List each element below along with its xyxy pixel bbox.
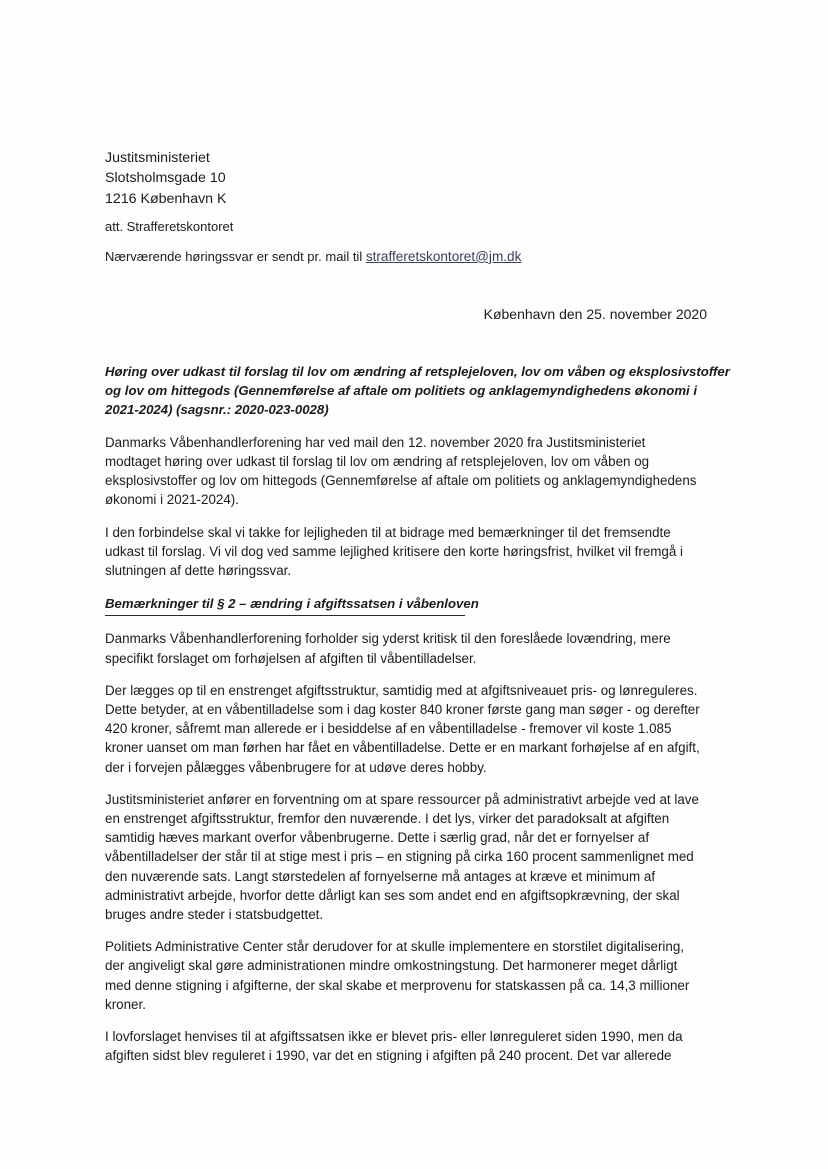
intro-paragraph <box>105 433 709 510</box>
paragraph-line: der i forvejen pålægges våbenbrugere for at udøve deres hobby. <box>105 759 487 775</box>
subject-line: og lov om hittegods (Gennemførelse af aftale om politiets og anklagemyndighedens økonomi i <box>105 383 698 399</box>
paragraph-line: våbentilladelser der står til at stige mest i pris – en stigning på cirka 160 procent sammenlignet med <box>105 849 694 865</box>
paragraph-line: I den forbindelse skal vi takke for lejligheden til at bidrage med bemærkninger til det fremsendte <box>105 524 671 540</box>
paragraph-line: administrativt arbejde, hvorfor dette dårligt kan ses som andet end en afgiftsopkrævning, der skal <box>105 887 680 903</box>
paragraph-line: med denne stigning i afgifterne, der skal skabe et merprovenu for statskassen på ca. 14,3 millioner <box>105 977 690 993</box>
paragraph-line: Justitsministeriet anfører en forventning om at spare ressourcer på administrativt arbejde ved at lave <box>105 791 699 807</box>
paragraph-line: specifikt forslaget om forhøjelsen af afgiften til våbentilladelser. <box>105 650 477 666</box>
letter-date: København den 25. november 2020 <box>483 305 707 322</box>
paragraph-line: modtaget høring over udkast til forslag til lov om ændring af retsplejeloven, lov om våben og <box>105 453 650 469</box>
paragraph-line: 420 kroner, såfremt man allerede er i besiddelse af en våbentilladelse - fremover vil koste 1.085 <box>105 721 672 737</box>
critical-paragraph <box>105 629 709 667</box>
paragraph-line: den nuværende sats. Langt størstedelen af fornyelserne må antages at kræve et minimum af <box>105 868 656 884</box>
structure-paragraph <box>105 681 709 777</box>
ministry-paragraph <box>105 790 709 924</box>
paragraph-line: Dette betyder, at en våbentilladelse som i dag koster 840 kroner første gang man søger - og derefter <box>105 702 700 718</box>
paragraph-line: slutningen af dette høringssvar. <box>105 563 292 578</box>
section-heading <box>105 594 709 616</box>
paragraph-line: eksplosivstoffer og lov om hittegods (Gennemførelse af aftale om politiets og anklagemyndighedens <box>105 473 697 489</box>
sent-note-text: Nærværende høringssvar er sendt pr. mail til <box>105 248 363 264</box>
recipient-street: Slotsholmsgade 10 <box>105 170 226 187</box>
proposal-paragraph <box>105 1027 709 1065</box>
paragraph-line: en enstrenget afgiftsstruktur, fremfor den nuværende. I det lys, virker det paradoksalt at afgiften <box>105 811 670 827</box>
paragraph-line: kroner uanset om man førhen har fået en våbentilladelse. Dette er en markant forhøjelse af en afgift, <box>105 740 700 756</box>
paragraph-line: afgiften sidst blev reguleret i 1990, var det en stigning i afgiften på 240 procent. Det var allerede <box>105 1048 672 1064</box>
recipient-address <box>105 148 709 209</box>
thanks-paragraph <box>105 523 709 581</box>
recipient-city: 1216 København K <box>105 190 227 207</box>
recipient-name: Justitsministeriet <box>105 150 210 166</box>
police-paragraph <box>105 937 709 1014</box>
paragraph-line: Danmarks Våbenhandlerforening forholder sig yderst kritisk til den foreslåede lovændring, mere <box>105 631 671 647</box>
paragraph-line: Politiets Administrative Center står derudover for at skulle implementere en storstilet digitalisering, <box>105 939 685 955</box>
attention-line: att. Strafferetskontoret <box>105 218 234 234</box>
heading-underline <box>105 615 465 616</box>
section-heading-text: Bemærkninger til § 2 – ændring i afgiftssatsen i våbenloven <box>105 596 479 612</box>
paragraph-line: kroner. <box>105 996 146 1012</box>
paragraph-line: samtidig hæves markant overfor våbenbrugerne. Dette i særlig grad, når det er fornyelser af <box>105 830 650 846</box>
paragraph-line: Der lægges op til en enstrenget afgiftsstruktur, samtidig med at afgiftsniveauet pris- og lønreguleres. <box>105 682 698 698</box>
subject-heading <box>105 362 730 420</box>
paragraph-line: udkast til forslag. Vi vil dog ved samme lejlighed kritisere den korte høringsfrist, hvilket vil fremgå i <box>105 543 684 559</box>
letter-body <box>105 148 730 1065</box>
subject-line: 2021-2024) (sagsnr.: 2020-023-0028) <box>105 402 329 418</box>
paragraph-line: I lovforslaget henvises til at afgiftssatsen ikke er blevet pris- eller lønreguleret siden 1990, men da <box>105 1029 683 1045</box>
subject-line: Høring over udkast til forslag til lov om ændring af retsplejeloven, lov om våben og eksplosivstoffer <box>105 363 730 379</box>
sent-note <box>105 247 709 266</box>
paragraph-line: Danmarks Våbenhandlerforening har ved mail den 12. november 2020 fra Justitsministeriet <box>105 434 646 450</box>
paragraph-line: økonomi i 2021-2024). <box>105 492 239 508</box>
paragraph-line: der angiveligt skal gøre administrationen mindre omkostningstung. Det harmonerer meget dårligt <box>105 958 678 974</box>
paragraph-line: bruges andre steder i statsbudgettet. <box>105 907 324 923</box>
email-link[interactable]: strafferetskontoret@jm.dk <box>365 248 522 264</box>
